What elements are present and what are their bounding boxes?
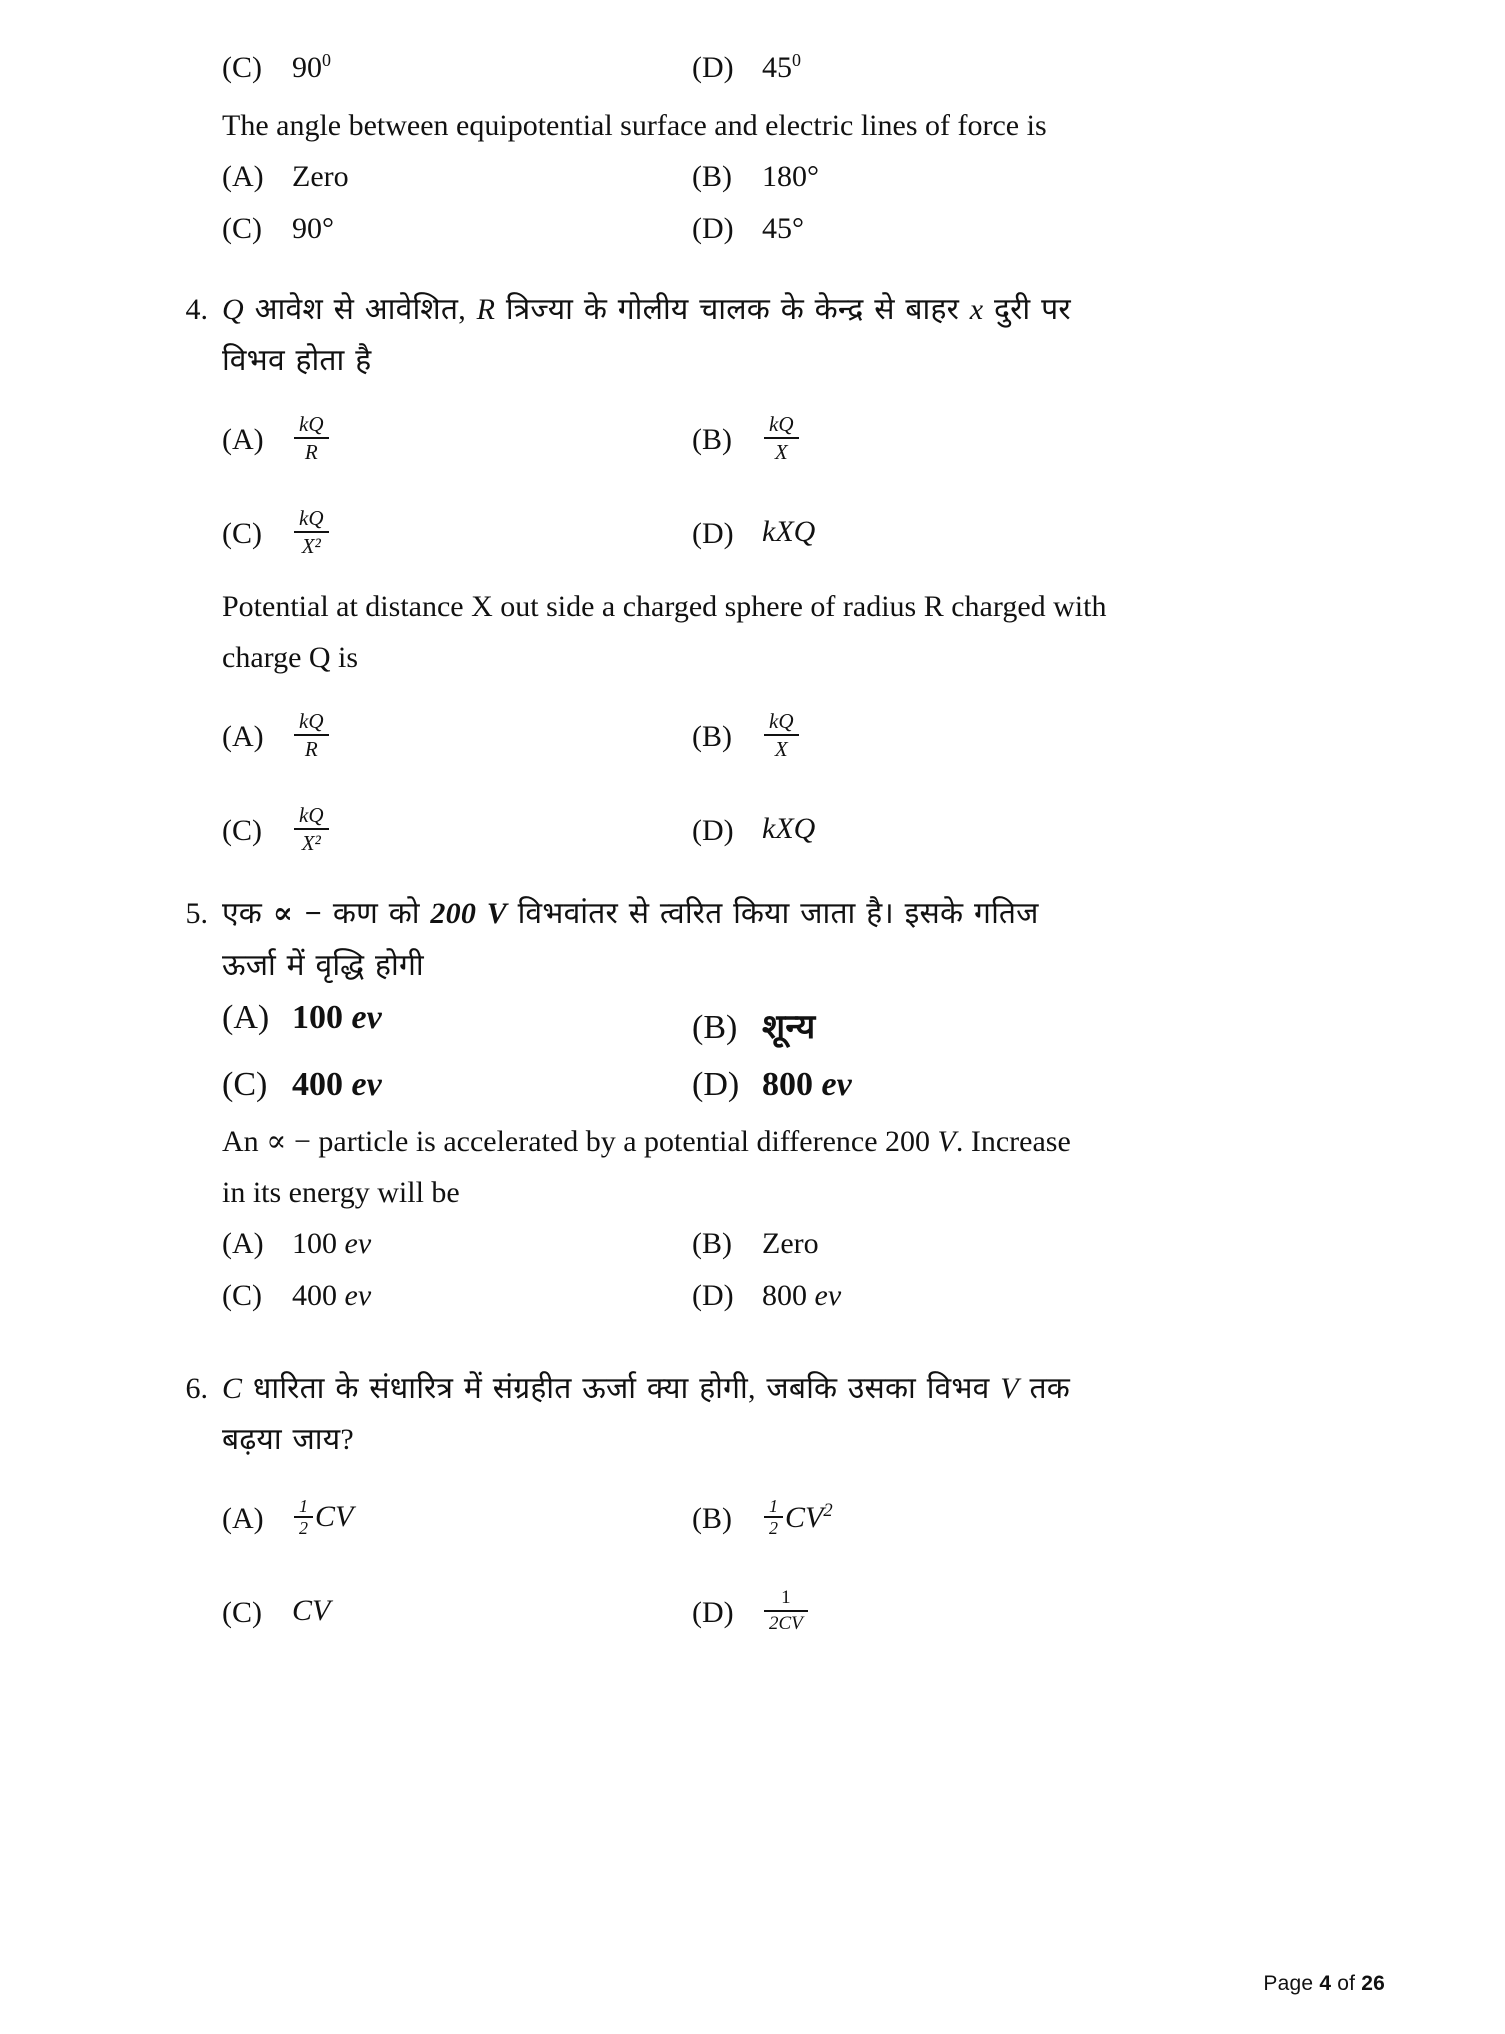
- option-d[interactable]: [692, 212, 1162, 246]
- question-5-english-stem-line-1: An ∝ − particle is accelerated by a potential difference 200 V. Increase: [222, 1124, 1071, 1158]
- fraction-kq-over-x-squared: $\frac{kQ}{\text{X²}}$: [294, 804, 329, 854]
- option-tag: (D): [692, 1065, 740, 1103]
- option-value: [284, 710, 331, 760]
- question-4: [160, 284, 1385, 872]
- option-value: 800 ev: [762, 1065, 852, 1103]
- option-row: [222, 1474, 1385, 1560]
- question-4-hindi-line-2: विभव होता है: [222, 344, 372, 378]
- option-value: Zero: [762, 1226, 819, 1260]
- question-4-hindi-stem: [160, 284, 1385, 336]
- option-a[interactable]: [222, 710, 692, 760]
- question-6-hindi-stem: [160, 1363, 1385, 1415]
- fraction-kq-over-x: $\frac{kQ}{X}$: [764, 710, 799, 760]
- option-a[interactable]: [222, 160, 692, 194]
- option-tag: (A): [222, 159, 264, 193]
- fraction-one-half: $\frac{1}{2}$: [764, 1497, 783, 1537]
- option-value: 180°: [762, 159, 819, 193]
- option-value: 400 ev: [292, 1065, 382, 1103]
- option-value: CV: [292, 1594, 331, 1627]
- option-d[interactable]: [692, 50, 1162, 85]
- voltage-value: 200 V: [430, 896, 507, 930]
- option-value: $45^0$: [762, 50, 801, 84]
- option-c[interactable]: [222, 804, 692, 854]
- option-tag: (D): [692, 813, 734, 847]
- question-number: 5.: [185, 896, 208, 930]
- fraction-one-over-2cv: $\frac{1}{2CV}$: [764, 1588, 808, 1634]
- option-d[interactable]: [692, 1588, 1162, 1634]
- option-tag: (B): [692, 159, 732, 193]
- option-value: [754, 1497, 833, 1537]
- option-row: [222, 1568, 1385, 1654]
- question-4-hindi-line-1: Q आवेश से आवेशित, R त्रिज्या के गोलीय चालक के केन्द्र से बाहर x दुरी पर: [222, 292, 1071, 326]
- option-b[interactable]: [692, 999, 1162, 1057]
- variable-x: x: [969, 292, 984, 326]
- option-a[interactable]: [222, 999, 692, 1037]
- option-value: 400 ev: [292, 1278, 372, 1312]
- option-tag: (C): [222, 1596, 262, 1629]
- fraction-kq-over-x-squared: $\frac{kQ}{\text{X²}}$: [294, 507, 329, 557]
- expression-cv: CV: [315, 1500, 354, 1533]
- option-row: [222, 692, 1385, 778]
- question-6: [160, 1363, 1385, 1654]
- option-d[interactable]: [692, 1279, 1162, 1313]
- top-fragment-english-stem: The angle between equipotential surface and electric lines of force is: [222, 109, 1047, 142]
- option-value: [754, 1588, 810, 1634]
- fraction-kq-over-x: $\frac{kQ}{X}$: [764, 413, 799, 463]
- variable-v: V: [937, 1124, 956, 1158]
- option-c[interactable]: [222, 50, 692, 85]
- option-b[interactable]: [692, 160, 1162, 194]
- option-b[interactable]: [692, 1227, 1162, 1261]
- question-4-english-options: [160, 692, 1385, 872]
- top-fragment-english-options: [160, 160, 1385, 256]
- option-tag: (C): [222, 516, 262, 550]
- option-row: [222, 999, 1385, 1057]
- option-d[interactable]: [692, 1066, 1162, 1104]
- question-number: 4.: [185, 292, 208, 326]
- option-tag: (D): [692, 211, 734, 245]
- option-d[interactable]: [692, 812, 1162, 846]
- question-5-english-options: [160, 1227, 1385, 1323]
- question-5-hindi-stem: [160, 888, 1385, 940]
- top-fragment-options: [160, 50, 1385, 94]
- fraction-kq-over-r: $\frac{kQ}{R}$: [294, 413, 329, 463]
- option-a[interactable]: [222, 1497, 692, 1537]
- question-5-hindi-line-1: एक ∝ − कण को 200 V विभवांतर से त्वरित किया जाता है। इसके गतिज: [222, 896, 1039, 930]
- option-b[interactable]: [692, 710, 1162, 760]
- option-tag: (A): [222, 422, 264, 456]
- variable-v: V: [1000, 1371, 1019, 1405]
- footer-total-pages: 26: [1361, 1972, 1385, 1995]
- footer-of-label: of: [1337, 1972, 1356, 1995]
- footer-page-number: 4: [1319, 1972, 1332, 1995]
- option-value: [284, 804, 331, 854]
- option-tag: (A): [222, 719, 264, 753]
- option-d[interactable]: [692, 515, 1162, 549]
- option-row: [222, 1066, 1385, 1110]
- option-b[interactable]: [692, 413, 1162, 463]
- option-tag: (C): [222, 211, 262, 245]
- option-value: शून्य: [762, 1009, 816, 1047]
- option-tag: (C): [222, 813, 262, 847]
- question-4-english-stem-line-2: charge Q is: [222, 641, 359, 675]
- option-value: [754, 710, 801, 760]
- variable-r: R: [476, 292, 496, 326]
- option-value: $90^0$: [292, 50, 331, 84]
- option-value: [754, 413, 801, 463]
- option-c[interactable]: [222, 1066, 692, 1104]
- question-number: 6.: [185, 1371, 208, 1405]
- question-4-hindi-options: [160, 395, 1385, 575]
- option-c[interactable]: [222, 212, 692, 246]
- option-value: 45°: [762, 211, 804, 245]
- option-value: 800 ev: [762, 1278, 842, 1312]
- option-row: [222, 212, 1385, 256]
- option-value: Zero: [292, 159, 349, 193]
- option-value: 100 ev: [292, 999, 382, 1037]
- option-tag: (D): [692, 516, 734, 550]
- option-tag: (A): [222, 1502, 264, 1535]
- question-5-english-stem-line-2: in its energy will be: [222, 1176, 460, 1210]
- alpha-symbol: ∝ −: [272, 896, 323, 930]
- option-b[interactable]: [692, 1497, 1162, 1537]
- question-4-english-stem-line-1: Potential at distance X out side a charged sphere of radius R charged with: [222, 589, 1107, 623]
- option-row: [222, 160, 1385, 204]
- option-value: 90°: [292, 211, 334, 245]
- option-row: [222, 50, 1385, 94]
- question-5: [160, 888, 1385, 1323]
- fraction-one-half: $\frac{1}{2}$: [294, 1497, 313, 1537]
- option-c[interactable]: [222, 507, 692, 557]
- option-value: [284, 1497, 353, 1537]
- question-5-hindi-line-2: ऊर्जा में वृद्धि होगी: [222, 948, 424, 982]
- option-tag: (C): [222, 51, 262, 84]
- option-tag: (C): [222, 1065, 268, 1103]
- option-c[interactable]: [222, 1279, 692, 1313]
- previous-question-options-fragment: [160, 50, 1385, 256]
- variable-q: Q: [222, 292, 244, 326]
- option-tag: (B): [692, 422, 732, 456]
- option-tag: (D): [692, 1596, 734, 1629]
- option-value: [284, 507, 331, 557]
- option-value: kXQ: [762, 811, 816, 845]
- option-tag: (A): [222, 1226, 264, 1260]
- option-tag: (D): [692, 1278, 734, 1312]
- option-c[interactable]: [222, 1594, 692, 1628]
- option-value: 100 ev: [292, 1226, 372, 1260]
- question-6-hindi-line-1: C धारिता के संधारित्र में संग्रहीत ऊर्जा क्या होगी, जबकि उसका विभव V तक: [222, 1371, 1071, 1405]
- option-tag: (B): [692, 1009, 738, 1047]
- option-value: kXQ: [762, 514, 816, 548]
- option-tag: (A): [222, 999, 270, 1037]
- option-tag: (C): [222, 1278, 262, 1312]
- option-value: [284, 413, 331, 463]
- option-row: [222, 786, 1385, 872]
- option-row: [222, 1279, 1385, 1323]
- option-tag: (B): [692, 719, 732, 753]
- option-tag: (D): [692, 51, 734, 84]
- variable-c: C: [222, 1371, 243, 1405]
- option-tag: (B): [692, 1502, 732, 1535]
- option-row: [222, 395, 1385, 481]
- question-6-hindi-line-2: बढ़या जाय?: [222, 1423, 354, 1457]
- expression-cv-squared: $CV^2$: [785, 1499, 833, 1534]
- option-tag: (B): [692, 1226, 732, 1260]
- option-a[interactable]: [222, 1227, 692, 1261]
- footer-page-label: Page: [1263, 1972, 1314, 1995]
- question-5-hindi-options: [160, 999, 1385, 1109]
- page-footer: [1263, 1972, 1385, 1996]
- option-a[interactable]: [222, 413, 692, 463]
- option-row: [222, 489, 1385, 575]
- question-6-options: [160, 1474, 1385, 1654]
- fraction-kq-over-r: $\frac{kQ}{R}$: [294, 710, 329, 760]
- option-row: [222, 1227, 1385, 1271]
